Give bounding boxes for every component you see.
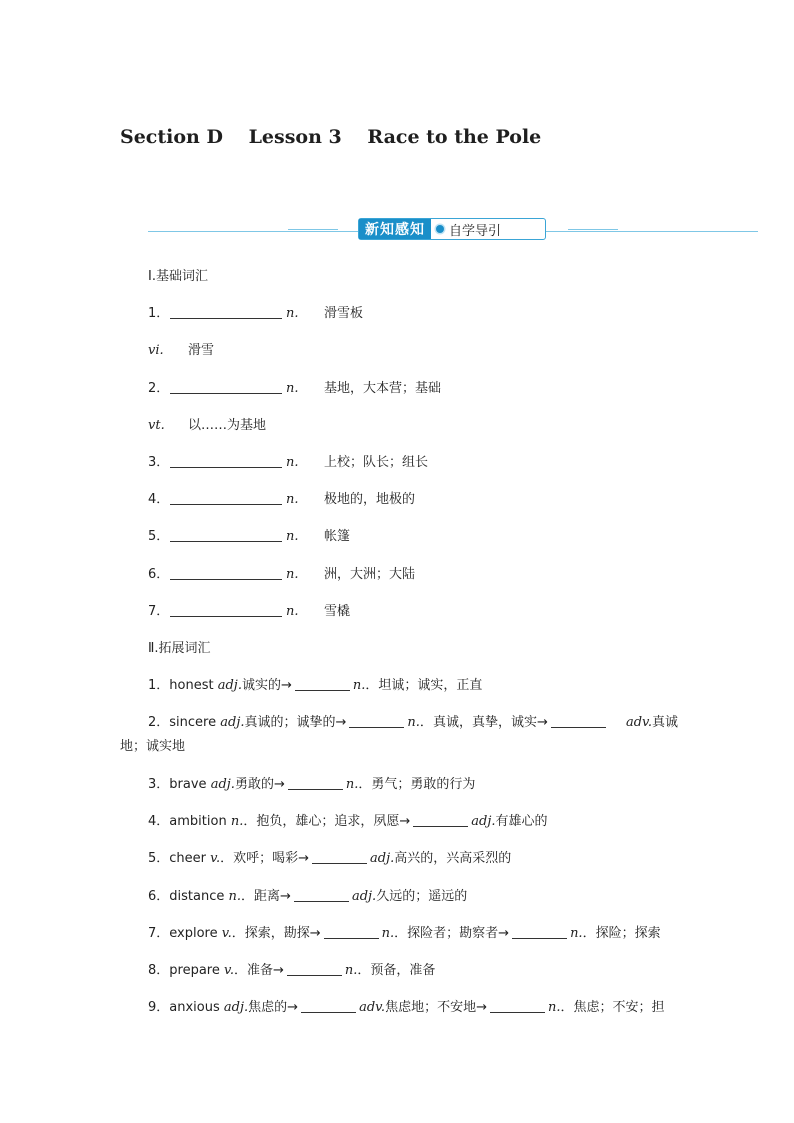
answer-blank[interactable] — [295, 677, 350, 691]
part-of-speech: n. — [286, 604, 299, 619]
vocab-item — [148, 380, 441, 398]
part-of-speech: adj. — [217, 678, 242, 693]
item-number: 4． — [148, 814, 170, 829]
banner-accent-left — [288, 229, 338, 230]
item-meaning: 勇敢的→ — [234, 777, 285, 792]
item-meaning: 帐篷 — [324, 529, 351, 544]
item-meaning: 诚实的→ — [241, 678, 292, 693]
part-of-speech: adj. — [220, 715, 245, 730]
item-meaning: 真诚的；诚挚的→ — [244, 715, 347, 730]
answer-blank[interactable] — [490, 999, 545, 1013]
vocab-item — [148, 417, 266, 435]
item-meaning: 坦诚；诚实，正直 — [378, 678, 483, 693]
answer-blank[interactable] — [551, 714, 606, 728]
part-of-speech: adj. — [210, 777, 235, 792]
item-meaning: 以……为基地 — [188, 418, 267, 433]
extension-item: 7．explore v.．探索，勘探→ n.．探险者；勘察者→ n.．探险；探索 — [148, 926, 661, 941]
part2-heading: Ⅱ.拓展词汇 — [148, 641, 211, 656]
item-number: 6． — [148, 567, 170, 582]
part-of-speech: n. — [286, 529, 299, 544]
answer-blank[interactable] — [324, 925, 379, 939]
item-meaning: 预备，准备 — [370, 963, 436, 978]
dot-icon — [436, 225, 444, 233]
answer-blank[interactable] — [512, 925, 567, 939]
answer-blank[interactable] — [170, 603, 282, 617]
part-of-speech: adj. — [351, 889, 377, 904]
item-number: 7． — [148, 604, 170, 619]
vocab-item — [148, 491, 415, 509]
item-number: 3． — [148, 777, 170, 792]
part-of-speech: adv. — [625, 715, 652, 730]
item-number: 2． — [148, 381, 170, 396]
item-meaning: 勇气；勇敢的行为 — [371, 777, 476, 792]
part-of-speech: adj. — [223, 1000, 249, 1015]
item-meaning: 焦虑地；不安地→ — [385, 1000, 487, 1015]
part-of-speech: n. — [344, 963, 358, 978]
part-of-speech: n. — [230, 814, 244, 829]
answer-blank[interactable] — [301, 999, 356, 1013]
item-word: sincere — [169, 715, 217, 730]
item-meaning: 真诚 — [652, 715, 679, 730]
vocab-item — [148, 566, 415, 584]
banner-main-label: 新知感知 — [359, 219, 431, 239]
part-of-speech: n. — [286, 306, 299, 321]
banner-badge — [358, 218, 546, 240]
item-number: 5． — [148, 529, 170, 544]
part-of-speech: n. — [286, 455, 299, 470]
item-number: 4． — [148, 492, 170, 507]
answer-blank[interactable] — [312, 850, 367, 864]
part-of-speech: adj. — [471, 814, 496, 829]
item-meaning: 距离→ — [254, 889, 291, 904]
part1-heading: Ⅰ.基础词汇 — [148, 269, 208, 284]
item-meaning: 焦虑；不安；担 — [573, 1000, 665, 1015]
part-of-speech: n. — [286, 492, 299, 507]
part-of-speech: n. — [547, 1000, 561, 1015]
part-of-speech: n. — [286, 567, 299, 582]
item-continuation: 地；诚实地 — [120, 739, 186, 754]
extension-item: 5．cheer v.．欢呼；喝彩→ adj.高兴的，兴高采烈的 — [148, 851, 512, 866]
item-meaning: 有雄心的 — [495, 814, 548, 829]
answer-blank[interactable] — [170, 454, 282, 468]
page-title: Section D Lesson 3 Race to the Pole — [120, 126, 542, 148]
item-meaning: 探险者；勘察者→ — [407, 926, 510, 941]
item-number: 2． — [148, 715, 170, 730]
part-of-speech: v. — [210, 851, 221, 866]
part-of-speech: v. — [221, 926, 232, 941]
banner-sub-label: 自学导引 — [449, 223, 502, 239]
item-meaning: 雪橇 — [324, 604, 351, 619]
answer-blank[interactable] — [170, 380, 282, 394]
item-word: cheer — [169, 851, 207, 866]
answer-blank[interactable] — [294, 888, 349, 902]
item-number: 6． — [148, 889, 170, 904]
answer-blank[interactable] — [287, 962, 342, 976]
item-number: 1． — [148, 678, 170, 693]
item-word: ambition — [169, 814, 227, 829]
part-of-speech: vt. — [148, 418, 165, 433]
part-of-speech: v. — [224, 963, 234, 978]
answer-blank[interactable] — [349, 714, 404, 728]
item-meaning: 滑雪板 — [324, 306, 364, 321]
part-of-speech: n. — [345, 777, 359, 792]
part-of-speech: adj. — [370, 851, 395, 866]
item-meaning: 准备→ — [246, 963, 284, 978]
answer-blank[interactable] — [170, 566, 282, 580]
part-of-speech: vi. — [148, 343, 164, 358]
item-meaning: 探险；探索 — [595, 926, 661, 941]
item-meaning: 滑雪 — [188, 343, 215, 358]
part-of-speech: n. — [407, 715, 420, 730]
part-of-speech: n. — [381, 926, 395, 941]
answer-blank[interactable] — [170, 491, 282, 505]
item-number: 5． — [148, 851, 170, 866]
answer-blank[interactable] — [288, 776, 343, 790]
item-word: honest — [169, 678, 214, 693]
extension-item: 1．honest adj.诚实的→ n.．坦诚；诚实，正直 — [148, 678, 483, 693]
item-number: 9． — [148, 1000, 170, 1015]
item-word: distance — [169, 889, 225, 904]
item-number: 1． — [148, 306, 170, 321]
part-of-speech: n. — [228, 889, 242, 904]
item-number: 3． — [148, 455, 170, 470]
item-meaning: 探索，勘探→ — [244, 926, 321, 941]
part-of-speech: adv. — [359, 1000, 386, 1015]
extension-item: 9．anxious adj.焦虑的→ adv.焦虑地；不安地→ n.．焦虑；不安；担 — [148, 1000, 665, 1015]
extension-item: 8．prepare v.．准备→ n.．预备，准备 — [148, 963, 436, 978]
item-word: brave — [169, 777, 207, 792]
vocab-item — [148, 342, 214, 360]
vocab-item — [148, 603, 350, 621]
vocab-item — [148, 454, 428, 472]
section-banner — [148, 218, 758, 244]
part-of-speech: n. — [352, 678, 366, 693]
vocab-item — [148, 305, 363, 323]
extension-item: 3．brave adj.勇敢的→ n.．勇气；勇敢的行为 — [148, 777, 476, 792]
item-meaning: 上校；队长；组长 — [324, 455, 429, 470]
item-word: explore — [169, 926, 218, 941]
item-meaning: 基地，大本营；基础 — [324, 381, 442, 396]
item-meaning: 焦虑的→ — [248, 1000, 299, 1015]
item-meaning: 久远的；遥远的 — [376, 889, 468, 904]
item-meaning: 抱负，雄心；追求，夙愿→ — [256, 814, 411, 829]
item-number: 7． — [148, 926, 170, 941]
part-of-speech: n. — [570, 926, 583, 941]
extension-item: 4．ambition n.．抱负，雄心；追求，夙愿→ adj.有雄心的 — [148, 814, 548, 829]
item-word: anxious — [169, 1000, 220, 1015]
item-meaning: 极地的，地极的 — [324, 492, 416, 507]
item-meaning: 真诚，真挚，诚实→ — [432, 715, 548, 730]
item-word: prepare — [169, 963, 220, 978]
answer-blank[interactable] — [170, 305, 282, 319]
item-meaning: 欢呼；喝彩→ — [233, 851, 310, 866]
item-number: 8． — [148, 963, 170, 978]
banner-accent-right — [568, 229, 618, 230]
vocab-item — [148, 528, 350, 546]
extension-item: 2．sincere adj.真诚的；诚挚的→ n.．真诚，真挚，诚实→ adv.真诚 — [148, 715, 679, 730]
part-of-speech: n. — [286, 381, 299, 396]
answer-blank[interactable] — [170, 528, 282, 542]
extension-item: 6．distance n.．距离→ adj.久远的；遥远的 — [148, 889, 468, 904]
item-meaning: 高兴的，兴高采烈的 — [394, 851, 512, 866]
answer-blank[interactable] — [413, 813, 468, 827]
item-meaning: 洲，大洲；大陆 — [324, 567, 416, 582]
